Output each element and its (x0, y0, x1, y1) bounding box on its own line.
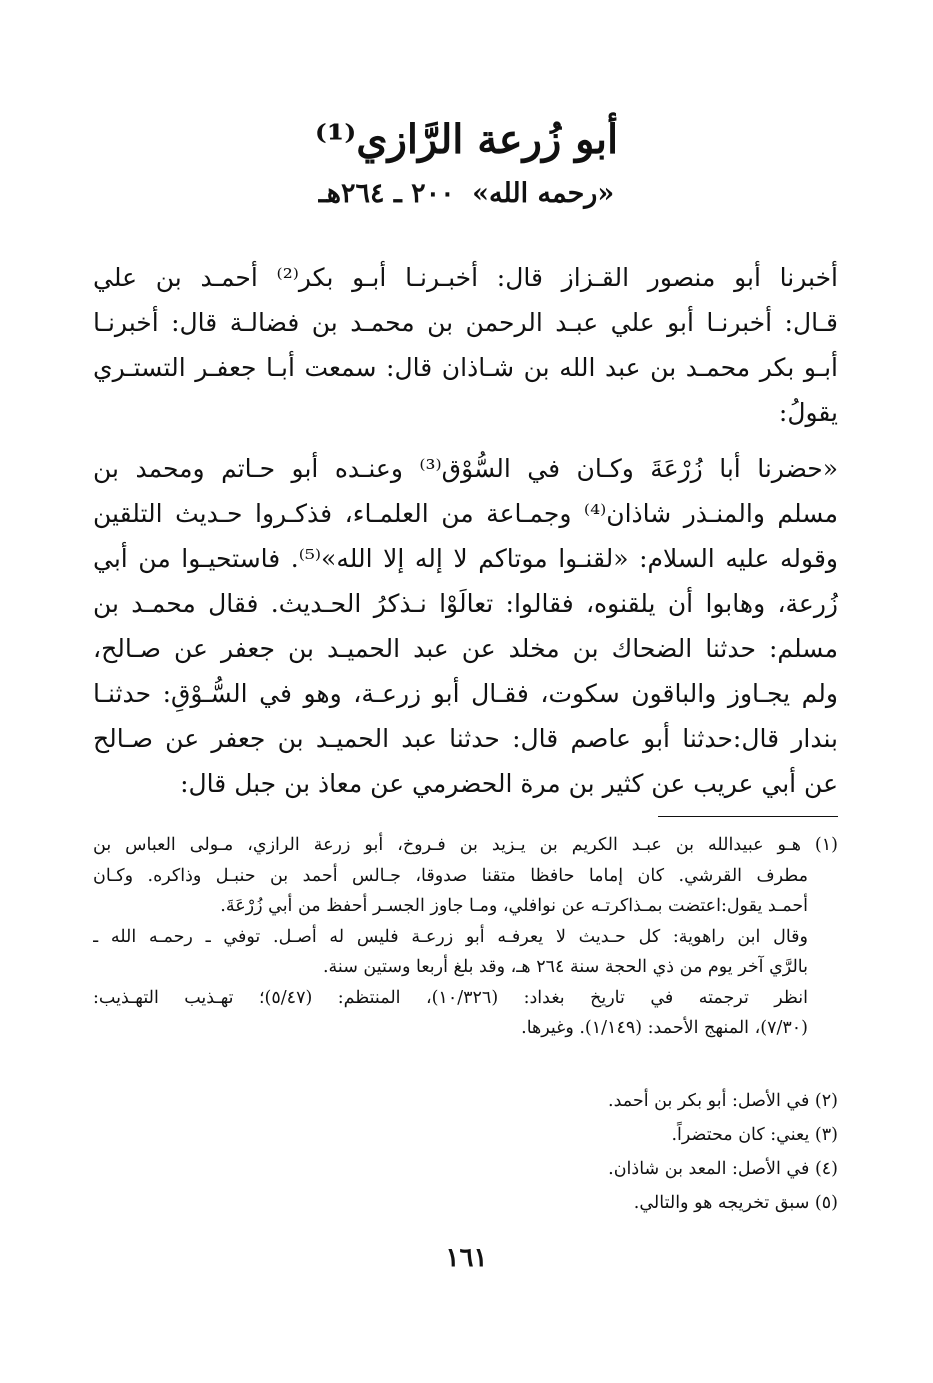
footnotes-short (93, 1084, 838, 1220)
text-line: ولم يجـاوز والباقون سكوت، فقـال أبو زرعـة، وهو في السُّـوْقِ: حدثنـا (93, 679, 838, 708)
footnote-3: (٣) يعني: كان محتضراً. (671, 1125, 838, 1145)
text-line: يقولُ: (778, 398, 838, 427)
footnote-5: (٥) سبق تخريجه هو والتالي. (633, 1193, 838, 1213)
footnote-1 (93, 830, 838, 1044)
text-line: بندار قال:حدثنا أبو عاصم قال: حدثنا عبد الحميـد بن جعفر عن صـالح (93, 724, 838, 753)
subtitle-note: «رحمه الله» (472, 178, 615, 209)
text-line: قـال: أخبرنـا أبو علي عبـد الرحمن بن محمـد بن فضالـة قال: أخبرنـا (93, 308, 838, 337)
text-line: مسلم والمنـذر شاذان⁽⁴⁾ وجمـاعة من العلمـاء، فذكـروا حـديث التلقين (93, 499, 838, 528)
footnote-2: (٢) في الأصل: أبو بكر بن أحمد. (608, 1091, 838, 1111)
paragraph-narration (93, 446, 838, 806)
text-line: مسلم: حدثنا الضحاك بن مخلد عن عبد الحميـد بن جعفر عن صـالح، (93, 634, 838, 663)
footnote-line: أحمـد يقول:اعتضت بمـذاكرتـه عن نوافلي، ومـا جاوز الجسـر أحفظ من أبي زُرْعَةَ. (220, 896, 808, 916)
footnote-line: بالرَّي آخر يوم من ذي الحجة سنة ٢٦٤ هـ، وقد بلغ أربعا وستين سنة. (322, 957, 808, 977)
paragraph-isnad (93, 255, 838, 435)
footnote-separator (658, 816, 838, 817)
text-line: وقوله عليه السلام: «لقنـوا موتاكم لا إله إلا الله»⁽⁵⁾. فاستحيـوا من أبي (93, 544, 838, 573)
page-title: أبو زُرعة الرَّازي⁽¹⁾ (314, 116, 619, 163)
page-number: ١٦١ (445, 1243, 488, 1273)
text-line: أخبرنا أبو منصور القـزاز قال: أخبـرنـا أبـو بكر⁽²⁾ أحمـد بن علي (93, 263, 838, 292)
page-subtitle (0, 172, 933, 216)
footnote-4: (٤) في الأصل: المعد بن شاذان. (608, 1159, 838, 1179)
footnote-line: مطرف القرشي. كان إماما حافظا متقنا صدوقا، جـالس أحمد بن حنبـل وذاكره. وكـان (93, 865, 808, 886)
subtitle-years: ٢٠٠ ـ ٢٦٤هـ (318, 178, 455, 209)
text-line: أبـو بكر محمـد بن عبد الله بن شـاذان قال: سمعت أبـا جعفـر التستـري (93, 353, 838, 382)
text-line: عن أبي عريب عن كثير بن مرة الحضرمي عن معاذ بن جبل قال: (180, 769, 838, 798)
text-line: زُرعة، وهابوا أن يلقنوه، فقالوا: تعالَوْا نـذكرُ الحـديث. فقال محمـد بن (93, 589, 838, 618)
text-line: «حضرنا أبا زُرْعَةَ وكـان في السُّوْق⁽³⁾ وعنـده أبو حـاتم ومحمد بن (93, 454, 838, 483)
footnote-line: (٧/٣٠)، المنهج الأحمد: (١/١٤٩). وغيرها. (521, 1018, 808, 1038)
footnote-line: وقال ابن راهوية: كل حـديث لا يعرفـه أبو زرعـة فليس له أصـل. توفي ـ رحمـه الله ـ (93, 926, 808, 947)
footnote-line: (١) هـو عبيدالله بن عبـد الكريم بن يـزيد بن فـروخ، أبو زرعة الرازي، مـولى العباس بن (93, 835, 838, 855)
footnote-line: انظر ترجمته في تاريخ بغداد: (١٠/٣٢٦)، المنتظم: (٥/٤٧)؛ تهـذيب التهـذيب: (93, 987, 808, 1008)
